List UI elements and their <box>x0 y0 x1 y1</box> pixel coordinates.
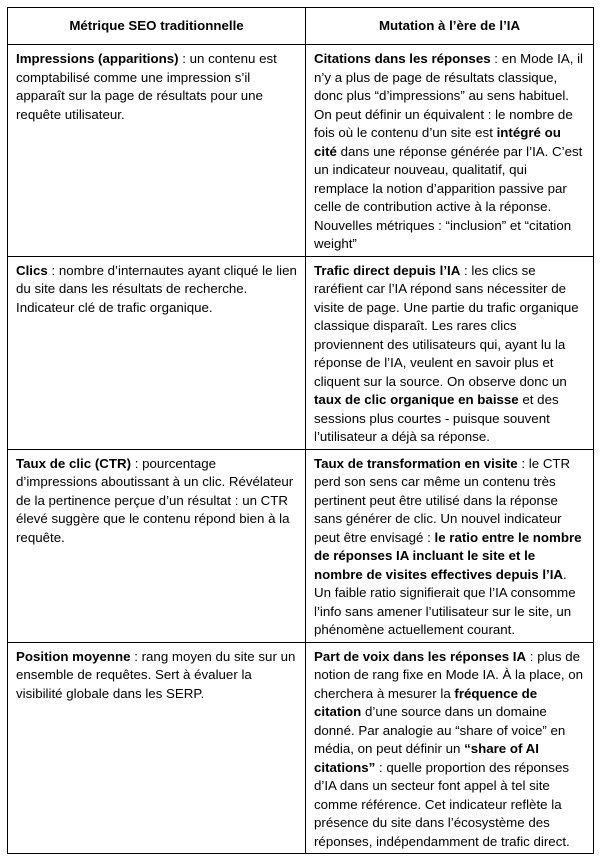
cell-ctr-traditional: Taux de clic (CTR) : pourcentage d’impressions aboutissant à un clic. Révélateur de la pertinence perçue d’un résultat : un CTR élevé suggère que le contenu répond bien à la requête. <box>8 449 306 642</box>
column-header-ai-mutation: Mutation à l’ère de l’IA <box>306 8 594 45</box>
cell-citations-ai: Citations dans les réponses : en Mode IA, il n’y a plus de page de résultats classique, donc plus “d’impressions” au sens habituel. On peut définir un équivalent : le nombre de fois où le contenu d’un site est intégré ou cité dans une réponse générée par l’IA. C’est un indicateur nouveau, qualitatif, qui remplace la notion d’apparition passive par celle de contribution active à la réponse. Nouvelles métriques : “inclusion” et “citation weight” <box>306 45 594 257</box>
table-row-position-moyenne <box>8 642 594 854</box>
seo-metrics-comparison-table <box>7 7 594 854</box>
cell-position-moyenne-traditional: Position moyenne : rang moyen du site sur un ensemble de requêtes. Sert à évaluer la visibilité globale dans les SERP. <box>8 642 306 854</box>
table-row-clics <box>8 256 594 449</box>
header-row <box>8 8 594 45</box>
cell-trafic-direct-ai: Trafic direct depuis l’IA : les clics se raréfient car l’IA répond sans nécessiter de visite de page. Une partie du trafic organique classique disparaît. Les rares clics proviennent des utilisateurs qui, ayant lu la réponse de l’IA, veulent en savoir plus et cliquent sur la source. On observe donc un taux de clic organique en baisse et des sessions plus courtes - puisque souvent l’utilisateur a déjà sa réponse. <box>306 256 594 449</box>
cell-part-de-voix-ai: Part de voix dans les réponses IA : plus de notion de rang fixe en Mode IA. À la place, on cherchera à mesurer la fréquence de citation d’une source dans un domaine donné. Par analogie au “share of voice” en média, on peut définir un “share of AI citations” : quelle proportion des réponses d’IA dans un secteur font appel à tel site comme référence. Cet indicateur reflète la présence du site dans l’écosystème des réponses, indépendamment de trafic direct. <box>306 642 594 854</box>
cell-clics-traditional: Clics : nombre d’internautes ayant cliqué le lien du site dans les résultats de recherche. Indicateur clé de trafic organique. <box>8 256 306 449</box>
table-row-ctr <box>8 449 594 642</box>
cell-impressions-traditional: Impressions (apparitions) : un contenu est comptabilisé comme une impression s’il apparaît sur la page de résultats pour une requête utilisateur. <box>8 45 306 257</box>
column-header-traditional-metric: Métrique SEO traditionnelle <box>8 8 306 45</box>
table-row-impressions <box>8 45 594 257</box>
cell-transformation-visite-ai: Taux de transformation en visite : le CTR perd son sens car même un contenu très pertinent peut être utilisé dans la réponse sans générer de clic. Un nouvel indicateur peut être envisagé : le ratio entre le nombre de réponses IA incluant le site et le nombre de visites effectives depuis l’IA. Un faible ratio signifierait que l’IA consomme l’info sans amener l’utilisateur sur le site, un phénomène actuellement courant. <box>306 449 594 642</box>
